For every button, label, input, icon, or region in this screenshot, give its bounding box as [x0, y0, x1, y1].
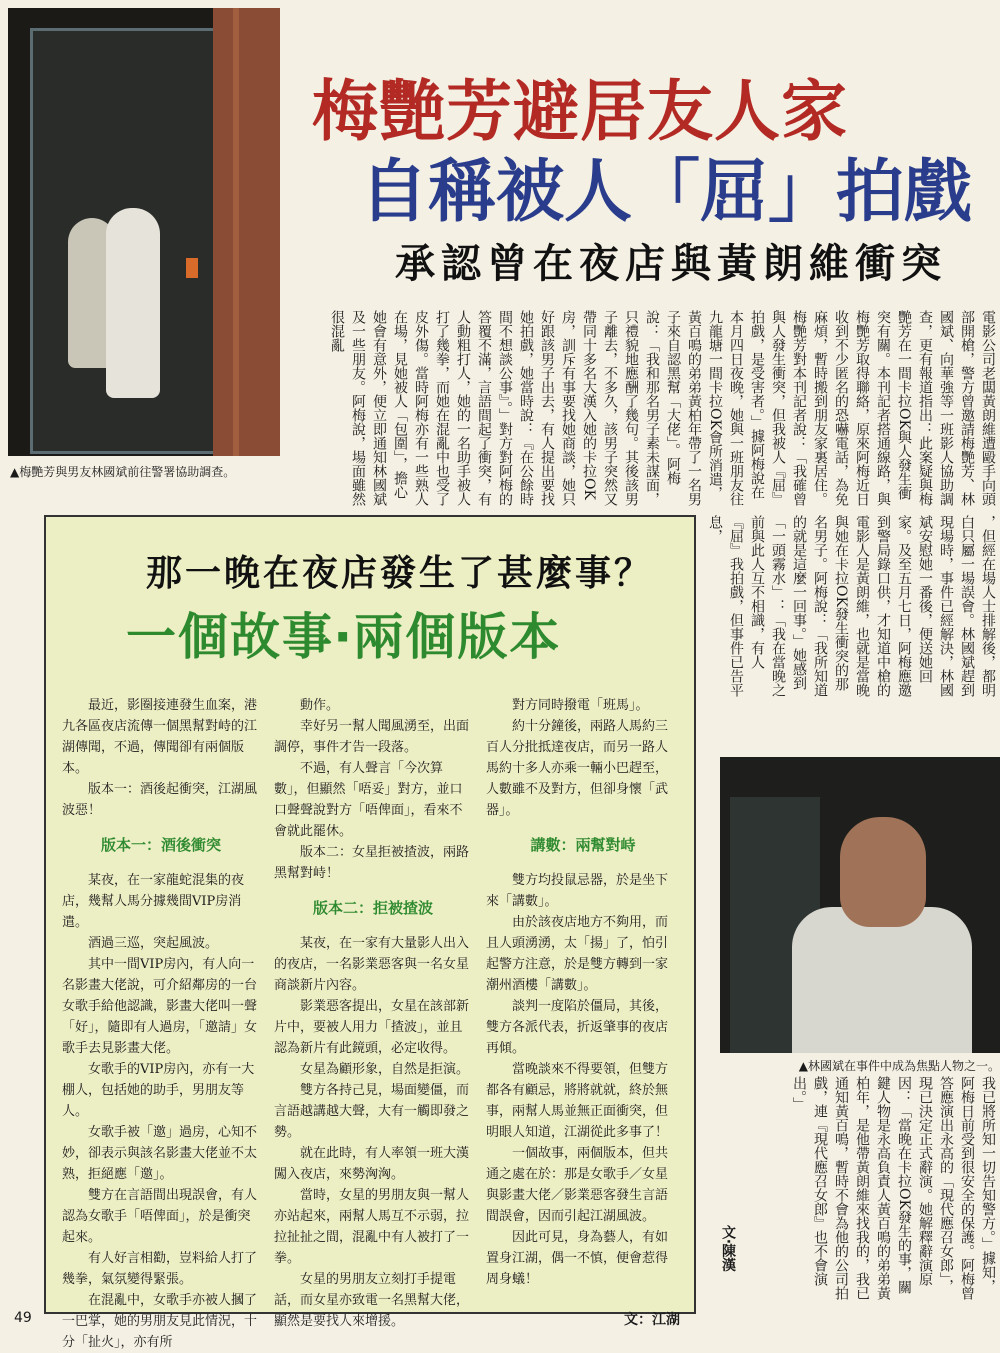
- paragraph: 女星的男朋友立刻打手提電話，而女星亦致電一名黑幫大佬，顯然是要找人來增援。: [274, 1272, 470, 1329]
- paragraph: 動作。: [300, 698, 340, 713]
- paragraph: 當晚談來不得要領，但雙方都各有顧忌，將將就就，終於無事，兩幫人馬並無正面衝突，但明眼人知道，江湖從此多事了！: [486, 1062, 669, 1140]
- headline-line1: 梅艷芳避居友人家: [312, 73, 848, 150]
- paragraph: 某夜，在一家有大量影人出入的夜店，一名影業惡客與一名女星商談新片內容。: [274, 936, 470, 993]
- paragraph: 雙方在言語間出現誤會，有人認為女歌手「唔俾面」，於是衝突起來。: [62, 1188, 258, 1245]
- paragraph: 就在此時，有人率領一班大漢闖入夜店，來勢洶洶。: [274, 1146, 470, 1182]
- author-byline: 文‧陳漢: [720, 1225, 736, 1272]
- box-byline: 文：江湖: [624, 1312, 680, 1328]
- paragraph: 幸好另一幫人聞風湧至，出面調停，事件才告一段落。: [274, 719, 470, 755]
- box-column-1: [62, 695, 260, 1353]
- paragraph: 影業惡客提出，女星在該部新片中，要被人用力「揸波」，並且認為新片有此鏡頭，必定收得。: [274, 999, 470, 1056]
- paragraph: 由於該夜店地方不夠用，而且人頭湧湧，太「揚」了，怕引起警方注意，於是雙方轉到一家潮州酒樓「講數」。: [486, 915, 669, 993]
- figure-face: [840, 817, 926, 927]
- top-photo-caption: ▲梅艷芳與男友林國斌前往警署協助調查。: [10, 465, 236, 479]
- wall-pillar: [213, 8, 280, 456]
- paragraph: 版本一：酒後起衝突，江湖風波惡！: [62, 782, 258, 818]
- paragraph: 版本二：女星拒被揸波，兩路黑幫對峙！: [274, 845, 470, 881]
- headline-subtitle: 承認曾在夜店與黃朗維衝突: [395, 240, 947, 287]
- paragraph: 酒過三巡，突起風波。: [88, 936, 219, 951]
- paragraph: 女歌手被「邀」過房，心知不妙，卻表示與該名影畫大佬並不太熟，拒絕應「邀」。: [62, 1125, 258, 1182]
- paragraph: 約十分鐘後，兩路人馬約三百人分批抵達夜店，而另一路人馬約十多人亦乘一輛小巴趕至，人數雖不及對方，但卻身懷「武器」。: [486, 719, 669, 818]
- paragraph: 女歌手的VIP房內，亦有一大棚人，包括她的助手，男朋友等人。: [62, 1062, 255, 1119]
- paragraph: 對方同時撥電「班馬」。: [512, 698, 649, 713]
- lamp-light: [186, 258, 198, 278]
- bottom-photo-caption: ▲林國斌在事件中成為焦點人物之一。: [798, 1059, 1000, 1073]
- paragraph: 雙方均投鼠忌器，於是坐下來「講數」。: [486, 873, 669, 909]
- box-column-3: [486, 695, 680, 1331]
- paragraph: 某夜，在一家龍蛇混集的夜店，幾幫人馬分據幾間VIP房消遣。: [62, 873, 245, 930]
- page-number: 49: [14, 1310, 32, 1326]
- paragraph: 因此可見，身為藝人，有如置身江湖，偶一不慎，便會惹得周身蟻！: [486, 1230, 669, 1287]
- paragraph: 最近，影圈接連發生血案，港九各區夜店流傳一個黑幫對峙的江湖傳聞，不過，傳聞卻有兩個版本。: [62, 698, 258, 776]
- main-article-text: 電影公司老闆黃朗維遭毆手向頭部開槍，警方曾邀請梅艷芳、林國斌、向華強等一班影人協助調查，更有報道指出：此案疑與梅艷芳在一間卡拉OK與人發生衝突有關。本刊記者搭通線路，與梅艷芳取得聯絡，原來阿梅近日收到不少匿名的恐嚇電話，為免麻煩，暫時搬到朋友家裏居住。梅艷芳對本刊記者說：「我確曾與人發生衝突，但我被人『屈』拍戲，是受害者。」據阿梅說在本月四日夜晚，她與一班朋友往九龍塘一間卡拉OK會所消遣，黃百鳴的弟弟黃柏年帶了一名男子來自認黑幫「大佬」。阿梅說：「我和那名男子素未謀面，只禮貌地應酬了幾句。其後該男子離去，不多久，該男子突然又帶同十多名大漢入她的卡拉OK房，訓斥有事要找她商談，她只好跟該男子出去，有人提出要找她拍戲，她當時說：『在公餘時間不想談公事』。」對方對阿梅的答覆不滿，言語間起了衝突，有人動粗打人，她的一名助手被人打了幾拳，而她在混亂中也受了皮外傷。當時阿梅亦有一些熟人在場，見她被人「包圍」，擔心她會有意外，便立即通知林國斌及一些朋友。阿梅說，場面雖然很混亂: [329, 310, 996, 506]
- top-photo: [8, 8, 280, 456]
- bottom-photo: [720, 757, 1000, 1053]
- article-ending-text: 我已將所知一切告知警方。」據知，阿梅日前受到很安全的保護。阿梅曾答應演出永高的「現代應召女郎」，現已決定正式辭演。她解釋辭演原因：「當晚在卡拉OK發生的事，關鍵人物是永高負責人黃百鳴的弟弟黃柏年，是他帶黃朗維來找我的，我已通知黃百鳴，暫時不會為他的公司拍戲，連『現代應召女郎』也不會演出。」: [791, 1076, 996, 1300]
- paragraph: 有人好言相勸，豈料給人打了幾拳，氣氛變得緊張。: [62, 1251, 258, 1287]
- subheading: 講數：兩幫對峙: [530, 836, 636, 854]
- paragraph: 一個故事，兩個版本，但共通之處在於：那是女歌手／女星與影畫大佬／影業惡客發生言語間誤會，因而引起江湖風波。: [486, 1146, 669, 1224]
- box-question: 那一晚在夜店發生了甚麼事？: [146, 552, 654, 594]
- paragraph: 雙方各持己見，場面變僵，而言語越講越大聲，大有一觸即發之勢。: [274, 1083, 470, 1140]
- paragraph: 談判一度陷於僵局，其後，雙方各派代表，折返肇事的夜店再傾。: [486, 999, 669, 1056]
- paragraph: 不過，有人聲言「今次算數」，但顯然「唔妥」對方，並口口聲聲說對方「唔俾面」，看來不會就此罷休。: [274, 761, 463, 839]
- box-title: 一個故事‧兩個版本: [126, 608, 562, 666]
- figure-body: [792, 907, 972, 1053]
- sidebar-box: [44, 515, 696, 1350]
- paragraph: 女星為顧形象，自然是拒演。: [300, 1062, 470, 1077]
- box-column-2: [274, 695, 472, 1332]
- paragraph: 當時，女星的男朋友與一幫人亦站起來，兩幫人馬互不示弱，拉拉扯扯之間，混亂中有人被打了一拳。: [274, 1188, 470, 1266]
- headline-line2: 自稱被人「屈」拍戲: [360, 153, 973, 232]
- paragraph: 其中一間VIP房內，有人向一名影畫大佬說，可介紹鄰房的一台女歌手給他認識，影畫大佬叫一聲「好」，隨即有人過房，「邀請」女歌手去見影畫大佬。: [62, 957, 258, 1056]
- subheading: 版本二：拒被揸波: [312, 899, 433, 917]
- article-continued-text: ，但經在場人士排解後，都明白只屬一場誤會。林國斌趕到現場時，事件已經解決，林國斌安慰她一番後，便送她回家。及至五月七日，阿梅應邀到警局錄口供，才知道中槍的電影人是黃朗維，也就是當晚與她在卡拉OK發生衝突的那名男子。阿梅說：「我所知道的就是這麼一回事。」她感到「一頭霧水」：「我在當晚之前與此人互不相識，有人『屈』我拍戲，但事件已告平息，: [707, 515, 996, 697]
- paragraph: 在混亂中，女歌手亦被人摑了一巴掌，她的男朋友見此情況，十分「扯火」，亦有所: [62, 1293, 258, 1350]
- subheading: 版本一：酒後衝突: [100, 836, 221, 854]
- figure-woman: [106, 208, 160, 398]
- wall-highlight: [233, 8, 239, 456]
